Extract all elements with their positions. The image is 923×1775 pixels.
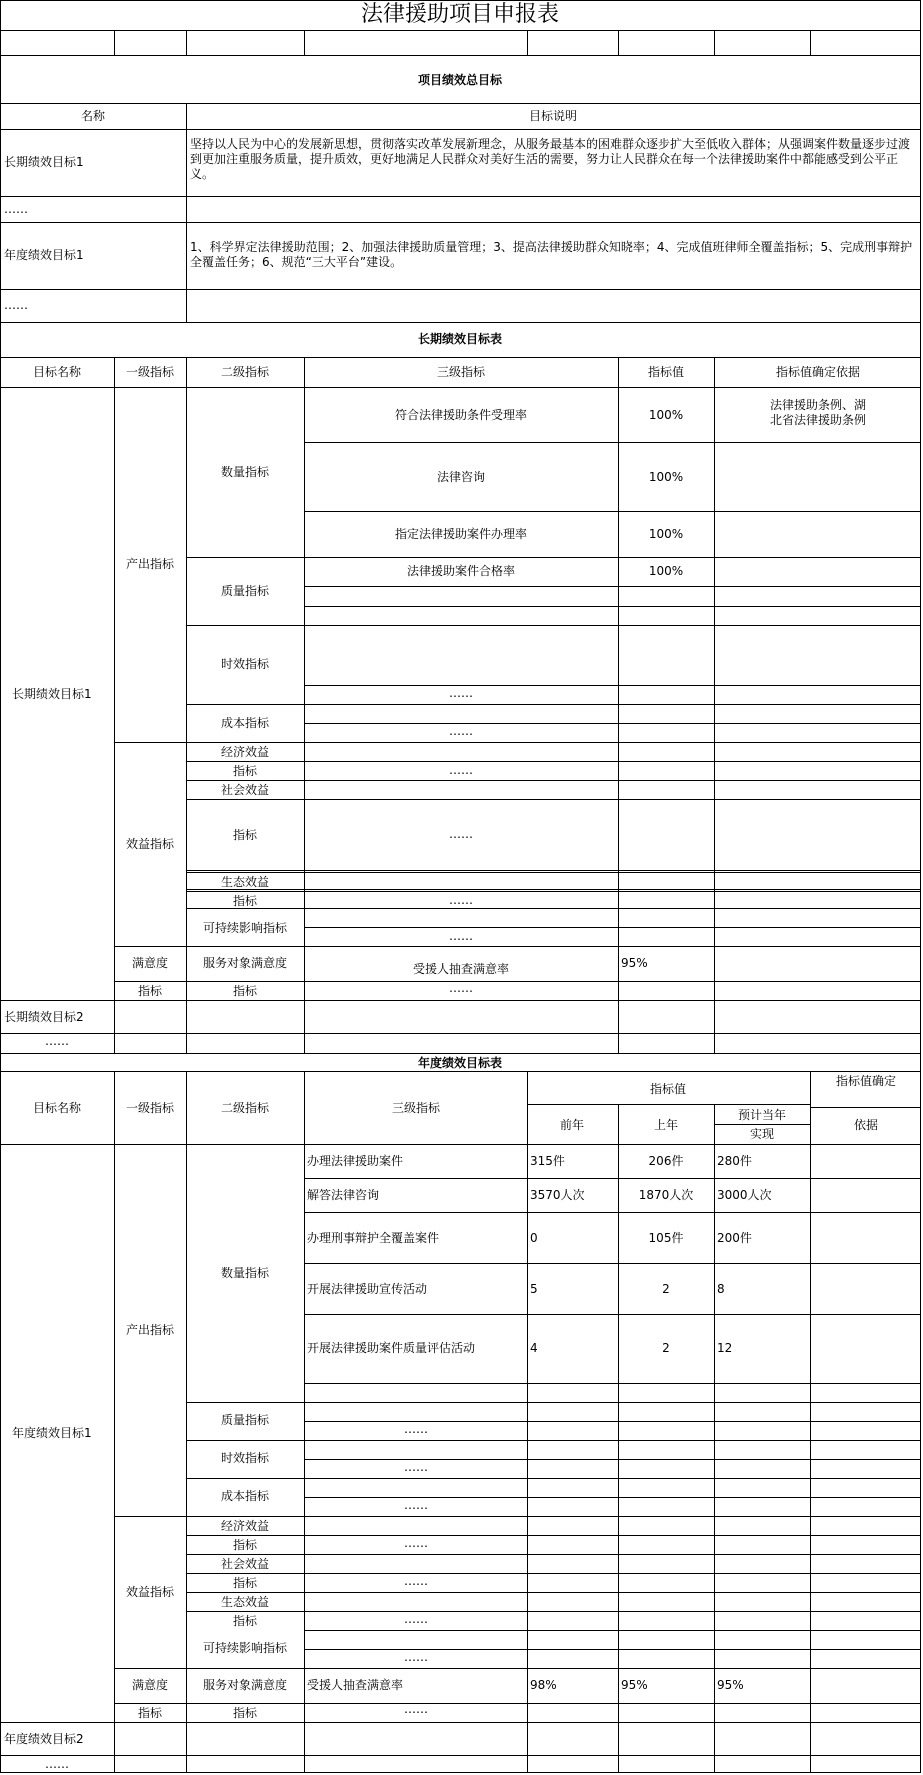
- annual-row-name: 办理刑事辩护全覆盖案件: [307, 1231, 440, 1245]
- annual-ecological-indicator: 指标: [232, 1614, 258, 1628]
- annual-goal-1: 年度绩效目标1: [12, 1426, 92, 1440]
- annual-sustainable-indicator: 可持续影响指标: [202, 1641, 288, 1655]
- ellipsis: ……: [449, 827, 473, 841]
- summary-row-desc: 坚持以人民为中心的发展新思想，贯彻落实改革发展新理念，从服务最基本的困难群众逐步扩大至低收入群体；从强调案件数量逐步过渡到更加注重服务质量，提升质效，更好地满足人民群众对美好生活的需要，努力让人民群众在每一个法律援助案件中都能感受到公平正义。: [190, 137, 911, 181]
- annual-goal-2: 年度绩效目标2: [4, 1732, 84, 1746]
- annual-row-name: 解答法律咨询: [307, 1188, 380, 1202]
- annual-economic-indicator: 指标: [232, 1538, 258, 1552]
- long-economic-indicator: 指标: [232, 764, 258, 778]
- annual-row-current: 8: [717, 1282, 725, 1296]
- annual-satisfaction-last: 95%: [621, 1678, 648, 1692]
- annual-cost-indicator: 成本指标: [220, 1489, 270, 1503]
- long-quality-indicator: 质量指标: [220, 584, 270, 598]
- summary-row-name: ……: [4, 298, 28, 312]
- summary-heading: 项目绩效总目标: [417, 73, 503, 87]
- ellipsis: ……: [404, 1460, 428, 1474]
- long-row-name: 指定法律援助案件办理率: [394, 527, 528, 541]
- long-sustainable-indicator: 可持续影响指标: [202, 921, 288, 935]
- annual-col-last: 上年: [653, 1118, 679, 1132]
- long-output-indicator: 产出指标: [125, 557, 175, 571]
- annual-service-indicator: 指标: [232, 1706, 258, 1720]
- summary-col-name: 名称: [80, 109, 106, 123]
- annual-col-expect-sub: 实现: [749, 1127, 775, 1141]
- annual-col-prev: 前年: [559, 1118, 585, 1132]
- long-col-value: 指标值: [647, 365, 685, 379]
- long-social-benefit: 社会效益: [220, 783, 270, 797]
- long-service-indicator: 指标: [232, 984, 258, 998]
- long-col-level1: 一级指标: [125, 365, 175, 379]
- annual-timeliness-indicator: 时效指标: [220, 1451, 270, 1465]
- long-goal-1: 长期绩效目标1: [12, 687, 92, 701]
- long-satisfaction-indicator: 指标: [137, 984, 163, 998]
- annual-row-current: 12: [717, 1341, 733, 1355]
- ellipsis: ……: [449, 686, 473, 700]
- long-col-goal: 目标名称: [32, 365, 82, 379]
- annual-output-indicator: 产出指标: [125, 1323, 175, 1337]
- summary-col-desc: 目标说明: [528, 109, 578, 123]
- ellipsis: ……: [449, 724, 473, 738]
- ellipsis: ……: [404, 1422, 428, 1436]
- ellipsis: ……: [449, 929, 473, 943]
- ellipsis: ……: [449, 981, 473, 995]
- long-row-name: 法律咨询: [436, 470, 486, 484]
- annual-row-name: 开展法律援助宣传活动: [307, 1282, 428, 1296]
- annual-col-goal: 目标名称: [32, 1101, 82, 1115]
- annual-row-prev: 3570人次: [530, 1188, 585, 1202]
- annual-satisfaction-prev: 98%: [530, 1678, 557, 1692]
- annual-quality-indicator: 质量指标: [220, 1413, 270, 1427]
- annual-row-last: 2: [662, 1341, 670, 1355]
- long-satisfaction: 满意度: [131, 956, 169, 970]
- summary-row-name: 长期绩效目标1: [4, 155, 84, 169]
- annual-quantity-indicator: 数量指标: [220, 1266, 270, 1280]
- annual-satisfaction-name: 受援人抽查满意率: [307, 1678, 404, 1692]
- long-social-indicator: 指标: [232, 828, 258, 842]
- long-col-basis: 指标值确定依据: [775, 365, 861, 379]
- annual-row-prev: 4: [530, 1341, 538, 1355]
- annual-row-last: 1870人次: [638, 1188, 694, 1202]
- annual-col-level1: 一级指标: [125, 1101, 175, 1115]
- annual-economic-benefit: 经济效益: [220, 1519, 270, 1533]
- long-cost-indicator: 成本指标: [220, 716, 270, 730]
- long-effect-indicator: 效益指标: [125, 837, 175, 851]
- long-row-name: 符合法律援助条件受理率: [394, 408, 528, 422]
- annual-satisfaction-current: 95%: [717, 1678, 744, 1692]
- ellipsis: ……: [404, 1702, 428, 1716]
- long-ecological-benefit: 生态效益: [220, 875, 270, 889]
- long-ecological-indicator: 指标: [232, 894, 258, 908]
- ellipsis: ……: [45, 1757, 69, 1771]
- ellipsis: ……: [404, 1612, 428, 1626]
- ellipsis: ……: [404, 1536, 428, 1550]
- annual-social-indicator: 指标: [232, 1576, 258, 1590]
- ellipsis: ……: [45, 1034, 69, 1048]
- annual-row-last: 206件: [648, 1154, 684, 1168]
- long-row-basis: 法律援助条例、湖北省法律援助条例: [770, 398, 867, 427]
- annual-col-expect: 预计当年: [737, 1108, 787, 1122]
- annual-satisfaction-indicator: 指标: [137, 1706, 163, 1720]
- annual-row-current: 200件: [717, 1231, 752, 1245]
- annual-ecological-benefit: 生态效益: [220, 1595, 270, 1609]
- annual-col-level3: 三级指标: [391, 1101, 441, 1115]
- long-heading: 长期绩效目标表: [417, 332, 503, 346]
- annual-satisfaction: 满意度: [131, 1678, 169, 1692]
- long-col-level2: 二级指标: [220, 365, 270, 379]
- annual-col-level2: 二级指标: [220, 1101, 270, 1115]
- annual-heading: 年度绩效目标表: [417, 1056, 503, 1070]
- long-row-name: 法律援助案件合格率: [406, 564, 516, 578]
- long-row-value: 100%: [648, 408, 684, 422]
- annual-row-prev: 0: [530, 1231, 538, 1245]
- annual-row-name: 开展法律援助案件质量评估活动: [307, 1341, 476, 1355]
- ellipsis: ……: [404, 1574, 428, 1588]
- long-timeliness-indicator: 时效指标: [220, 657, 270, 671]
- summary-row-desc: 1、科学界定法律援助范围；2、加强法律援助质量管理；3、提高法律援助群众知晓率；4、完成值班律师全覆盖指标；5、完成刑事辩护全覆盖任务；6、规范“三大平台”建设。: [190, 240, 913, 269]
- page-title: 法律援助项目申报表: [360, 2, 560, 27]
- ellipsis: ……: [404, 1498, 428, 1512]
- long-service-satisfaction: 服务对象满意度: [202, 956, 288, 970]
- summary-row-name: 年度绩效目标1: [4, 248, 84, 262]
- long-row-value: 100%: [648, 564, 684, 578]
- ellipsis: ……: [404, 1650, 428, 1664]
- long-economic-benefit: 经济效益: [220, 745, 270, 759]
- long-row-value: 100%: [648, 527, 684, 541]
- long-col-level3: 三级指标: [436, 365, 486, 379]
- annual-row-name: 办理法律援助案件: [307, 1154, 404, 1168]
- annual-row-current: 280件: [717, 1154, 752, 1168]
- annual-row-prev: 5: [530, 1282, 538, 1296]
- annual-row-current: 3000人次: [717, 1188, 772, 1202]
- long-satisfaction-name: 受援人抽查满意率: [412, 962, 510, 976]
- annual-effect-indicator: 效益指标: [125, 1585, 175, 1599]
- annual-row-last: 2: [662, 1282, 670, 1296]
- long-satisfaction-value: 95%: [621, 956, 648, 970]
- annual-row-prev: 315件: [530, 1154, 565, 1168]
- long-goal-2: 长期绩效目标2: [4, 1010, 84, 1024]
- annual-col-basis-sub: 依据: [853, 1118, 879, 1132]
- annual-col-value: 指标值: [649, 1082, 687, 1096]
- ellipsis: ……: [449, 763, 473, 777]
- summary-row-name: ……: [4, 202, 28, 216]
- annual-col-basis: 指标值确定: [835, 1074, 897, 1088]
- annual-row-last: 105件: [648, 1231, 684, 1245]
- annual-service-satisfaction: 服务对象满意度: [202, 1678, 288, 1692]
- long-row-value: 100%: [648, 470, 684, 484]
- annual-social-benefit: 社会效益: [220, 1557, 270, 1571]
- ellipsis: ……: [449, 893, 473, 907]
- long-quantity-indicator: 数量指标: [220, 465, 270, 479]
